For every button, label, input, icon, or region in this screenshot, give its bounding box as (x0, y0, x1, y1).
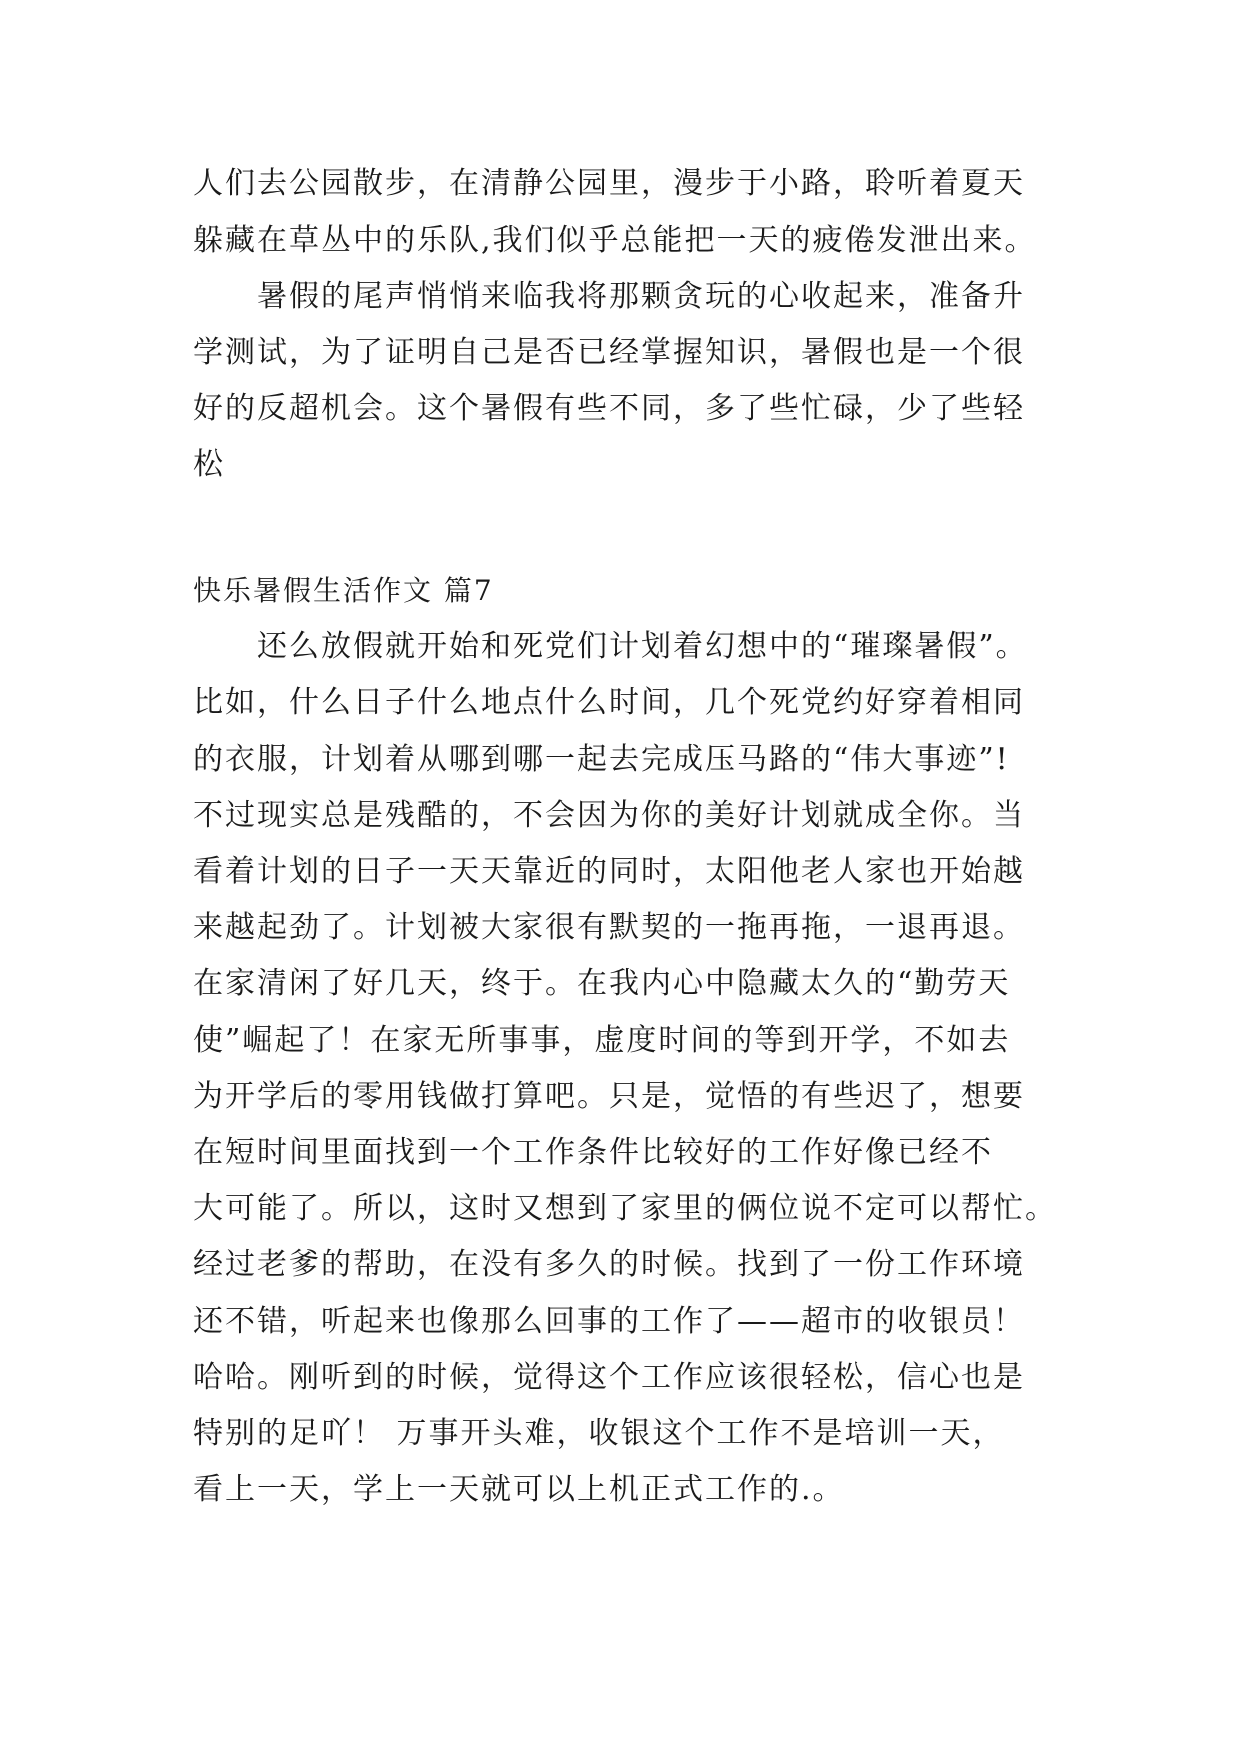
text-line: 在短时间里面找到一个工作条件比较好的工作好像已经不 (193, 1135, 993, 1170)
text-line: 的衣服，计划着从哪到哪一起去完成压马路的“伟大事迹”! (193, 742, 1010, 777)
text-line: 在家清闲了好几天，终于。在我内心中隐藏太久的“勤劳天 (193, 966, 1011, 1001)
text-line: 比如，什么日子什么地点什么时间，几个死党约好穿着相同 (193, 685, 1025, 720)
text-line: 学测试，为了证明自己是否已经掌握知识，暑假也是一个很 (193, 335, 1025, 370)
text-line: 人们去公园散步，在清静公园里，漫步于小路，聆听着夏天 (193, 166, 1025, 201)
text-line: 好的反超机会。这个暑假有些不同，多了些忙碌，少了些轻 (193, 391, 1025, 426)
text-line: 为开学后的零用钱做打算吧。只是，觉悟的有些迟了，想要 (193, 1079, 1025, 1114)
text-line: 经过老爹的帮助，在没有多久的时候。找到了一份工作环境 (193, 1247, 1025, 1282)
text-line: 躲藏在草丛中的乐队,我们似乎总能把一天的疲倦发泄出来。 (193, 223, 1037, 258)
text-line: 来越起劲了。计划被大家很有默契的一拖再拖，一退再退。 (193, 910, 1025, 945)
text-line: 不过现实总是残酷的，不会因为你的美好计划就成全你。当 (193, 798, 1025, 833)
text-line: 看着计划的日子一天天靠近的同时，太阳他老人家也开始越 (193, 854, 1025, 889)
text-line: 特别的足吖！ 万事开头难，收银这个工作不是培训一天， (193, 1416, 1005, 1451)
text-line: 松 (193, 447, 225, 482)
section-heading: 快乐暑假生活作文 篇7 (193, 574, 494, 607)
text-line: 哈哈。刚听到的时候，觉得这个工作应该很轻松，信心也是 (193, 1360, 1025, 1395)
text-line: 看上一天，学上一天就可以上机正式工作的.。 (193, 1472, 845, 1507)
text-line: 还么放假就开始和死党们计划着幻想中的“璀璨暑假”。 (193, 629, 1028, 664)
text-line: 还不错，听起来也像那么回事的工作了——超市的收银员！ (193, 1304, 1025, 1339)
text-line: 使”崛起了！在家无所事事，虚度时间的等到开学，不如去 (193, 1023, 1011, 1058)
text-line: 暑假的尾声悄悄来临我将那颗贪玩的心收起来，准备升 (193, 279, 1025, 314)
text-line: 大可能了。所以，这时又想到了家里的俩位说不定可以帮忙。 (193, 1191, 1057, 1226)
